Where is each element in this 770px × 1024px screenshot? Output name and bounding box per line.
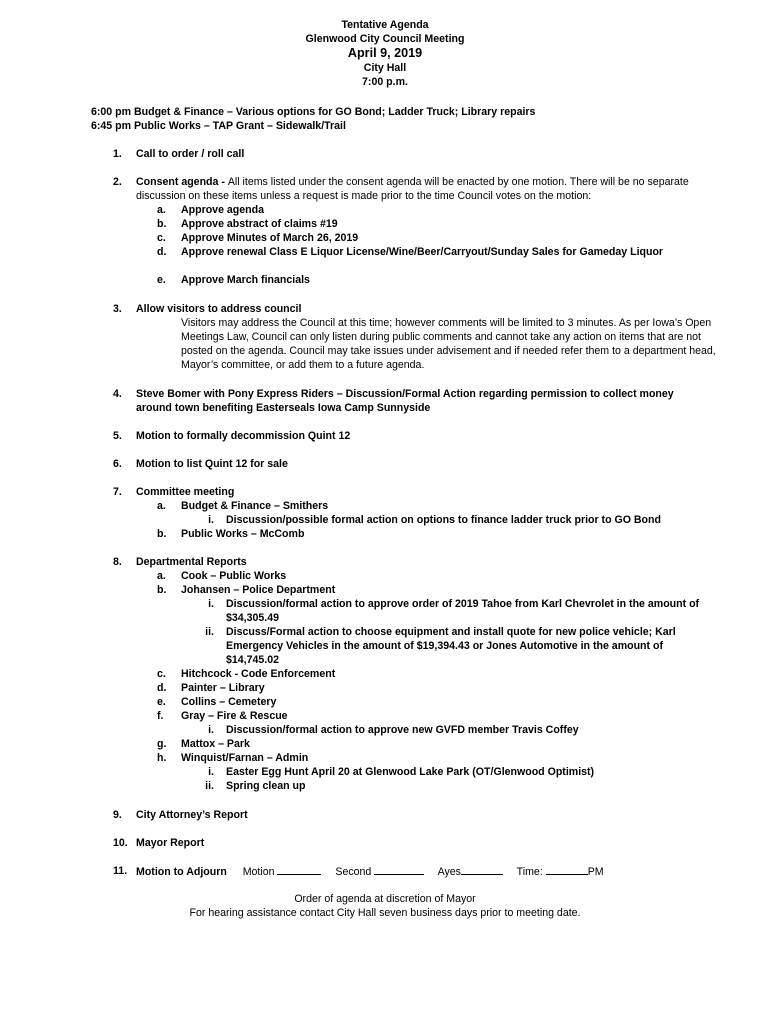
sub-label: d. bbox=[157, 682, 167, 694]
item-title: Motion to list Quint 12 for sale bbox=[136, 458, 288, 470]
time-label: Time: bbox=[516, 866, 543, 878]
item-title: City Attorney’s Report bbox=[136, 809, 248, 821]
time-blank bbox=[546, 864, 588, 875]
item-number: 9. bbox=[113, 809, 122, 821]
second-blank bbox=[374, 864, 424, 875]
motion-label: Motion bbox=[242, 866, 275, 878]
item-number: 2. bbox=[113, 176, 122, 188]
sub-label: b. bbox=[157, 218, 167, 230]
agenda-footer bbox=[0, 892, 770, 920]
sub-label: ii. bbox=[205, 780, 214, 792]
ayes-label: Ayes bbox=[437, 866, 461, 878]
header-title: Tentative Agenda bbox=[341, 19, 429, 31]
item-title: Mayor Report bbox=[136, 837, 205, 849]
report-gray: Gray – Fire & Rescue bbox=[181, 710, 288, 722]
report-painter: Painter – Library bbox=[181, 682, 265, 694]
consent-approve-financials: Approve March financials bbox=[181, 274, 310, 286]
sub-label: b. bbox=[157, 584, 167, 596]
committee-public-works: Public Works – McComb bbox=[181, 528, 305, 540]
item-title: Departmental Reports bbox=[136, 556, 247, 568]
consent-approve-minutes: Approve Minutes of March 26, 2019 bbox=[181, 232, 359, 244]
header-time: 7:00 p.m. bbox=[362, 75, 408, 88]
consent-liquor-license: Approve renewal Class E Liquor License/Wine/Beer/Carryout/Sunday Sales for Gameday Liquor bbox=[181, 246, 664, 258]
footer-hearing-assistance: For hearing assistance contact City Hall seven business days prior to meeting date. bbox=[189, 907, 581, 919]
pm-label: PM bbox=[587, 866, 604, 878]
item-description: All items listed under the consent agenda will be enacted by one motion. There will be no separate discussion on these items unless a request is made prior to the time Council votes on the motion: bbox=[136, 176, 689, 202]
report-johansen: Johansen – Police Department bbox=[181, 584, 336, 596]
item-number: 1. bbox=[113, 148, 122, 160]
item-title: Consent agenda - bbox=[136, 176, 228, 188]
sub-label: i. bbox=[208, 766, 214, 778]
committee-ladder-truck: Discussion/possible formal action on options to finance ladder truck prior to GO Bond bbox=[226, 514, 661, 526]
item-title: Motion to formally decommission Quint 12 bbox=[136, 430, 351, 442]
sub-label: a. bbox=[157, 500, 166, 512]
header-meeting: Glenwood City Council Meeting bbox=[305, 33, 465, 46]
item-number: 5. bbox=[113, 430, 122, 442]
item-title: Allow visitors to address council bbox=[136, 303, 302, 315]
report-vehicle-equipment: Discuss/Formal action to choose equipment and install quote for new police vehicle; Karl Emergency Vehicles in the amount of $19,394.43 or Jones Automotive in the amount of $14,745.02 bbox=[226, 626, 676, 666]
item-number: 11. bbox=[113, 865, 128, 877]
sub-label: h. bbox=[157, 752, 167, 764]
item-description: Visitors may address the Council at this time; however comments will be limited to 3 minutes. As per Iowa’s Open Meetings Law, Council can only listen during public comments and cannot take any action on items that are not posted on the agenda. Council may take issues under advisement and if needed refer them to a department head, Mayor’s committee, or add them to a future agenda. bbox=[181, 317, 716, 371]
pre-meetings bbox=[91, 105, 535, 133]
sub-label: f. bbox=[157, 710, 164, 722]
item-number: 8. bbox=[113, 556, 122, 568]
item-number: 4. bbox=[113, 388, 122, 400]
report-spring-clean-up: Spring clean up bbox=[226, 780, 306, 792]
sub-label: a. bbox=[157, 570, 166, 582]
item-title: Steve Bomer with Pony Express Riders – Discussion/Formal Action regarding permission to collect money around town benefiting Easterseals Iowa Camp Sunnyside bbox=[136, 388, 674, 414]
report-easter-egg-hunt: Easter Egg Hunt April 20 at Glenwood Lake Park (OT/Glenwood Optimist) bbox=[226, 766, 595, 778]
sub-label: c. bbox=[157, 668, 166, 680]
sub-label: d. bbox=[157, 246, 167, 258]
sub-label: a. bbox=[157, 204, 166, 216]
sub-label: i. bbox=[208, 724, 214, 736]
report-cook: Cook – Public Works bbox=[181, 570, 287, 582]
report-gvfd-member: Discussion/formal action to approve new GVFD member Travis Coffey bbox=[226, 724, 579, 736]
report-tahoe-order: Discussion/formal action to approve order of 2019 Tahoe from Karl Chevrolet in the amount of $34,305.49 bbox=[226, 598, 700, 624]
item-number: 6. bbox=[113, 458, 122, 470]
footer-mayor-discretion: Order of agenda at discretion of Mayor bbox=[294, 893, 476, 905]
header-location: City Hall bbox=[363, 61, 407, 74]
item-title: Motion to Adjourn bbox=[136, 866, 227, 878]
report-hitchcock: Hitchcock - Code Enforcement bbox=[181, 668, 336, 680]
sub-label: i. bbox=[208, 598, 214, 610]
motion-blank bbox=[277, 864, 321, 875]
item-title: Committee meeting bbox=[136, 486, 235, 498]
item-number: 10. bbox=[113, 837, 128, 849]
sub-label: e. bbox=[157, 696, 166, 708]
pre-meeting-public-works: 6:45 pm Public Works – TAP Grant – Sidewalk/Trail bbox=[91, 120, 346, 132]
pre-meeting-budget: 6:00 pm Budget & Finance – Various options for GO Bond; Ladder Truck; Library repairs bbox=[91, 106, 536, 118]
sub-label: b. bbox=[157, 528, 167, 540]
ayes-blank bbox=[461, 864, 503, 875]
sub-label: ii. bbox=[205, 626, 214, 638]
second-label: Second bbox=[335, 866, 372, 878]
sub-label: e. bbox=[157, 274, 166, 286]
sub-label: c. bbox=[157, 232, 166, 244]
header-date: April 9, 2019 bbox=[347, 46, 423, 61]
item-number: 7. bbox=[113, 486, 122, 498]
item-number: 3. bbox=[113, 303, 122, 315]
sub-label: g. bbox=[157, 738, 167, 750]
consent-approve-agenda: Approve agenda bbox=[181, 204, 265, 216]
agenda-header bbox=[0, 18, 770, 89]
report-mattox: Mattox – Park bbox=[181, 738, 250, 750]
committee-budget-finance: Budget & Finance – Smithers bbox=[181, 500, 329, 512]
item-title: Call to order / roll call bbox=[136, 148, 245, 160]
sub-label: i. bbox=[208, 514, 214, 526]
report-winquist-farnan: Winquist/Farnan – Admin bbox=[181, 752, 309, 764]
report-collins: Collins – Cemetery bbox=[181, 696, 277, 708]
consent-approve-claims: Approve abstract of claims #19 bbox=[181, 218, 338, 230]
